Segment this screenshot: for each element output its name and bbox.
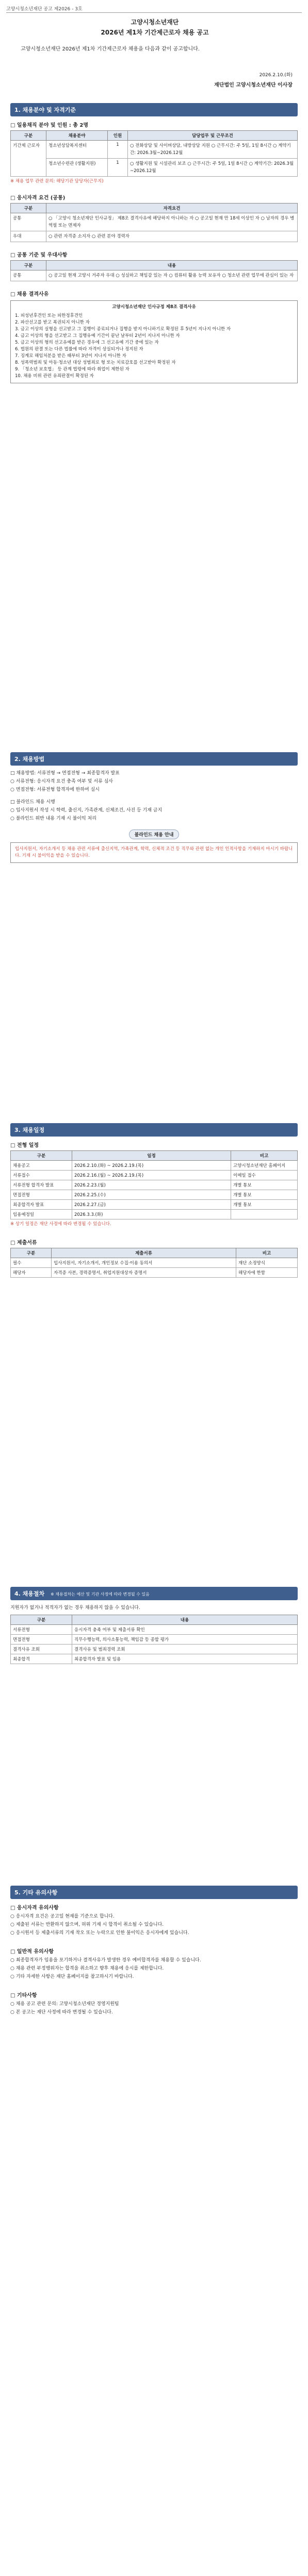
table-cell: 공통	[11, 270, 46, 281]
table-header: 자격요건	[46, 204, 298, 213]
table-header: 인원	[108, 131, 128, 141]
table-row	[11, 1200, 298, 1210]
list-item: ○ 최종합격자가 임용을 포기하거나 결격사유가 발생한 경우 예비합격자를 채용할 수 있습니다.	[10, 1958, 201, 1963]
section-recruitment	[10, 103, 298, 386]
table-cell: 고양시청소년재단 홈페이지	[231, 1161, 298, 1171]
list-item: ○ 응시자격 요건은 공고일 현재를 기준으로 합니다.	[10, 1914, 115, 1919]
table-cell: 직무수행능력, 의사소통능력, 책임감 등 종합 평가	[72, 1635, 298, 1645]
table-cell: 청소년상담복지센터	[46, 141, 108, 159]
section-heading: 1. 채용분야 및 자격기준	[10, 103, 298, 116]
table-cell: 2026.2.23.(월)	[72, 1180, 231, 1190]
table-row	[11, 1210, 298, 1219]
procedure-table	[10, 1615, 298, 1664]
paragraph: □ 채용방법: 서류전형 → 면접전형 → 최종합격자 발표	[10, 771, 120, 776]
table-cell: ○ 전화상담 및 사이버상담, 내방상담 지원 ○ 근무시간: 주 5일, 1일 8시간 ○ 계약기간: 2026.3월~2026.12월	[128, 141, 298, 159]
subheading: □ 전형 일정	[10, 1143, 39, 1148]
section-heading: 2. 채용방법	[10, 752, 298, 766]
table-row	[11, 1190, 298, 1200]
table-cell: 서류접수	[11, 1171, 72, 1180]
table-cell: 해당자	[11, 1268, 52, 1278]
paragraph: ○ 입사지원서 작성 시 학력, 출신지, 가족관계, 신체조건, 사진 등 기재 금지	[10, 808, 163, 813]
subheading: □ 일용채직 분야 및 인원 : 총 2명	[10, 123, 89, 128]
section-heading-note: ※ 채용절차는 예산 및 기관 사정에 따라 변경될 수 있음	[51, 1592, 150, 1597]
table-cell: 2026.2.16.(월) ~ 2026.2.19.(목)	[72, 1171, 231, 1180]
disqualification-box	[10, 300, 298, 383]
table-header: 구분	[11, 131, 46, 141]
list-item: 2. 파산선고를 받고 복권되지 아니한 자	[15, 320, 90, 325]
table-cell: ○ 「고양시 청소년재단 인사규정」 제8조 결격사유에 해당하지 아니하는 자 ○ 공고일 현재 만 18세 이상인 자 ○ 남자의 경우 병역필 또는 면제자	[46, 213, 298, 231]
table-row	[11, 1171, 298, 1180]
list-item: ○ 기타 자세한 사항은 재단 홈페이지를 참고하시기 바랍니다.	[10, 1974, 134, 1979]
title-block	[97, 18, 213, 37]
table-header: 내용	[46, 261, 298, 270]
intro-text: 고양시청소년재단 2026년 제1차 기간제근로자 채용을 다음과 같이 공고합니다.	[21, 46, 200, 52]
list-item: 5. 금고 이상의 형의 선고유예를 받은 경우에 그 선고유예 기간 중에 있는 자	[15, 340, 159, 345]
table-cell: 서류전형 합격자 발표	[11, 1180, 72, 1190]
table-row	[11, 270, 298, 281]
subheading: □ 응시자격 유의사항	[10, 1905, 59, 1911]
issuer: 재단법인 고양시청소년재단 이사장	[214, 82, 293, 88]
table-cell: 2026.2.10.(화) ~ 2026.2.19.(목)	[72, 1161, 231, 1171]
table-cell: 해당자에 한함	[236, 1268, 298, 1278]
table-cell: 결격사유 조회	[11, 1645, 72, 1654]
header-divider	[6, 12, 302, 13]
section-method	[10, 752, 298, 866]
section-notes	[10, 1886, 298, 2017]
table-cell: 2026.2.25.(수)	[72, 1190, 231, 1200]
paragraph: ○ 면접전형: 서류전형 합격자에 한하여 실시	[10, 787, 100, 792]
notice-date: 2026.2.10.(화)	[259, 73, 293, 78]
list-item: 1. 피성년후견인 또는 피한정후견인	[15, 313, 83, 318]
subheading: □ 기타사항	[10, 1993, 37, 1998]
eligibility-table	[10, 203, 298, 242]
table-header: 구분	[11, 1151, 72, 1161]
table-header: 담당업무 및 근무조건	[128, 131, 298, 141]
list-item: 8. 성폭력범죄 및 아동·청소년 대상 성범죄로 형 또는 치료감호를 선고받아 확정된 자	[15, 360, 176, 365]
subheading: □ 제출서류	[10, 1240, 37, 1246]
table-cell	[231, 1210, 298, 1219]
table-cell: 자격증 사본, 경력증명서, 취업지원대상자 증명서	[52, 1268, 236, 1278]
table-header: 비고	[236, 1248, 298, 1258]
table-header: 구분	[11, 1615, 72, 1625]
subheading: □ 공통 기준 및 우대사항	[10, 252, 68, 258]
section-heading	[10, 1587, 298, 1600]
subheading: □ 일반적 유의사항	[10, 1949, 54, 1955]
paragraph: ○ 서류전형: 응시자격 요건 충족 여부 및 서류 심사	[10, 779, 113, 784]
table-note: ※ 채용 업무 관련 문의: 해당기관 담당자(근무지)	[10, 179, 104, 184]
table-header: 일정	[72, 1151, 231, 1161]
table-cell: 1	[108, 141, 128, 159]
table-cell: 채용공고	[11, 1161, 72, 1171]
list-item: 4. 금고 이상의 형을 선고받고 그 집행유예 기간이 끝난 날부터 2년이 지나지 아니한 자	[15, 333, 180, 338]
notice-title: 2026년 제1차 기간제근로자 채용 공고	[101, 29, 209, 36]
section-heading-text: 4. 채용절차	[14, 1590, 45, 1597]
table-header: 구분	[11, 261, 46, 270]
criteria-table	[10, 260, 298, 281]
table-header: 내용	[72, 1615, 298, 1625]
table-cell: 우대	[11, 231, 46, 242]
blind-hiring-box	[10, 842, 298, 863]
table-cell: 서류전형	[11, 1625, 72, 1635]
table-cell: 개별 통보	[231, 1190, 298, 1200]
table-row	[11, 159, 298, 177]
table-cell: 2026.3.3.(화)	[72, 1210, 231, 1219]
subheading: □ 응시자격 요건 (공통)	[10, 195, 66, 201]
table-cell: 재단 소정양식	[236, 1258, 298, 1268]
table-cell: ○ 관련 자격증 소지자 ○ 관련 분야 경력자	[46, 231, 298, 242]
table-row	[11, 1268, 298, 1278]
table-row	[11, 1635, 298, 1645]
paragraph: □ 블라인드 채용 시행	[10, 800, 55, 805]
table-cell: 기간제 근로자	[11, 141, 46, 177]
table-row	[11, 1625, 298, 1635]
table-cell: 최종합격자 발표 및 임용	[72, 1654, 298, 1664]
section-heading: 3. 채용일정	[10, 1123, 298, 1137]
table-row	[11, 1258, 298, 1268]
table-cell: 응시자격 충족 여부 및 제출서류 확인	[72, 1625, 298, 1635]
list-item: 6. 법원의 판결 또는 다른 법률에 따라 자격이 상실되거나 정지된 자	[15, 347, 143, 352]
table-cell: 입사지원서, 자기소개서, 개인정보 수집·이용 동의서	[52, 1258, 236, 1268]
paragraph: 지원자가 없거나 적격자가 없는 경우 채용하지 않을 수 있습니다.	[10, 1605, 140, 1611]
table-cell: 면접전형	[11, 1635, 72, 1645]
table-row	[11, 1180, 298, 1190]
box-title: 고양시청소년재단 인사규정 제8조 결격사유	[112, 304, 196, 310]
list-item: 7. 징계로 해임처분을 받은 때부터 3년이 지나지 아니한 자	[15, 353, 126, 359]
list-item: ○ 채용 관련 부정행위자는 합격을 취소하고 향후 채용에 응시를 제한합니다.	[10, 1966, 164, 1971]
table-cell: 개별 통보	[231, 1180, 298, 1190]
table-cell: 공통	[11, 213, 46, 231]
table-header: 채용분야	[46, 131, 108, 141]
table-cell: 개별 통보	[231, 1200, 298, 1210]
paragraph: ○ 블라인드 위반 내용 기재 시 불이익 처리	[10, 816, 96, 821]
org-title: 고양시청소년재단	[131, 19, 179, 26]
table-cell: 최종합격자 발표	[11, 1200, 72, 1210]
table-cell: 면접전형	[11, 1190, 72, 1200]
list-item: ○ 제출된 서류는 반환하지 않으며, 허위 기재 시 합격이 취소될 수 있습니다.	[10, 1922, 164, 1927]
table-cell: 결격사유 및 범죄경력 조회	[72, 1645, 298, 1654]
list-item: 3. 금고 이상의 실형을 선고받고 그 집행이 종료되거나 집행을 받지 아니하기로 확정된 후 5년이 지나지 아니한 자	[15, 327, 231, 332]
table-row	[11, 1161, 298, 1171]
box-text: 입사지원서, 자기소개서 등 채용 관련 서류에 출신지역, 가족관계, 학력, 신체적 조건 등 직무와 관련 없는 개인 인적사항을 기재하지 마시기 바랍니다. 기재 시 불이익을 받을 수 있습니다.	[15, 846, 293, 858]
list-item: 10. 채용 비위 관련 유죄판결이 확정된 자	[15, 374, 94, 379]
table-header: 제출서류	[52, 1248, 236, 1258]
table-cell: 청소년수련관 (생활지원)	[46, 159, 108, 177]
table-cell: 1	[108, 159, 128, 177]
positions-table	[10, 130, 298, 177]
subheading: □ 채용 결격사유	[10, 292, 49, 297]
section-schedule	[10, 1123, 298, 1278]
table-cell: 필수	[11, 1258, 52, 1268]
list-item: ○ 응시원서 등 제출서류의 기재 착오 또는 누락으로 인한 불이익은 응시자에게 있습니다.	[10, 1930, 189, 1936]
table-row	[11, 1654, 298, 1664]
table-cell: 최종합격	[11, 1654, 72, 1664]
documents-table	[10, 1248, 298, 1278]
list-item: ○ 채용 공고 관련 문의: 고양시청소년재단 경영지원팀	[10, 2002, 119, 2007]
table-header: 비고	[231, 1151, 298, 1161]
table-cell: 2026.2.27.(금)	[72, 1200, 231, 1210]
table-row	[11, 141, 298, 159]
table-header: 구분	[11, 1248, 52, 1258]
section-heading: 5. 기타 유의사항	[10, 1886, 298, 1899]
list-item: ○ 본 공고는 재단 사정에 따라 변경될 수 있습니다.	[10, 2010, 113, 2015]
table-cell: 임용예정일	[11, 1210, 72, 1219]
table-cell: 이메일 접수	[231, 1171, 298, 1180]
table-row	[11, 213, 298, 231]
table-row	[11, 231, 298, 242]
table-cell: ○ 생활지원 및 시설관리 보조 ○ 근무시간: 주 5일, 1일 8시간 ○ 계약기간: 2026.3월~2026.12월	[128, 159, 298, 177]
schedule-note: ※ 상기 일정은 재단 사정에 따라 변경될 수 있습니다.	[10, 1222, 111, 1227]
blind-hiring-label: 블라인드 채용 안내	[129, 829, 180, 839]
list-item: 9. 「청소년 보호법」 등 관계 법령에 따라 취업이 제한된 자	[15, 367, 129, 372]
announcement-number: 고양시청소년재단 공고 제2026 - 3호	[6, 7, 83, 12]
table-row	[11, 1645, 298, 1654]
table-cell: ○ 공고일 현재 고양시 거주자 우대 ○ 성실하고 책임감 있는 자 ○ 컴퓨터 활용 능력 보유자 ○ 청소년 관련 업무에 관심이 있는 자	[46, 270, 298, 281]
schedule-table	[10, 1150, 298, 1219]
section-procedure	[10, 1587, 298, 1664]
table-header: 구분	[11, 204, 46, 213]
